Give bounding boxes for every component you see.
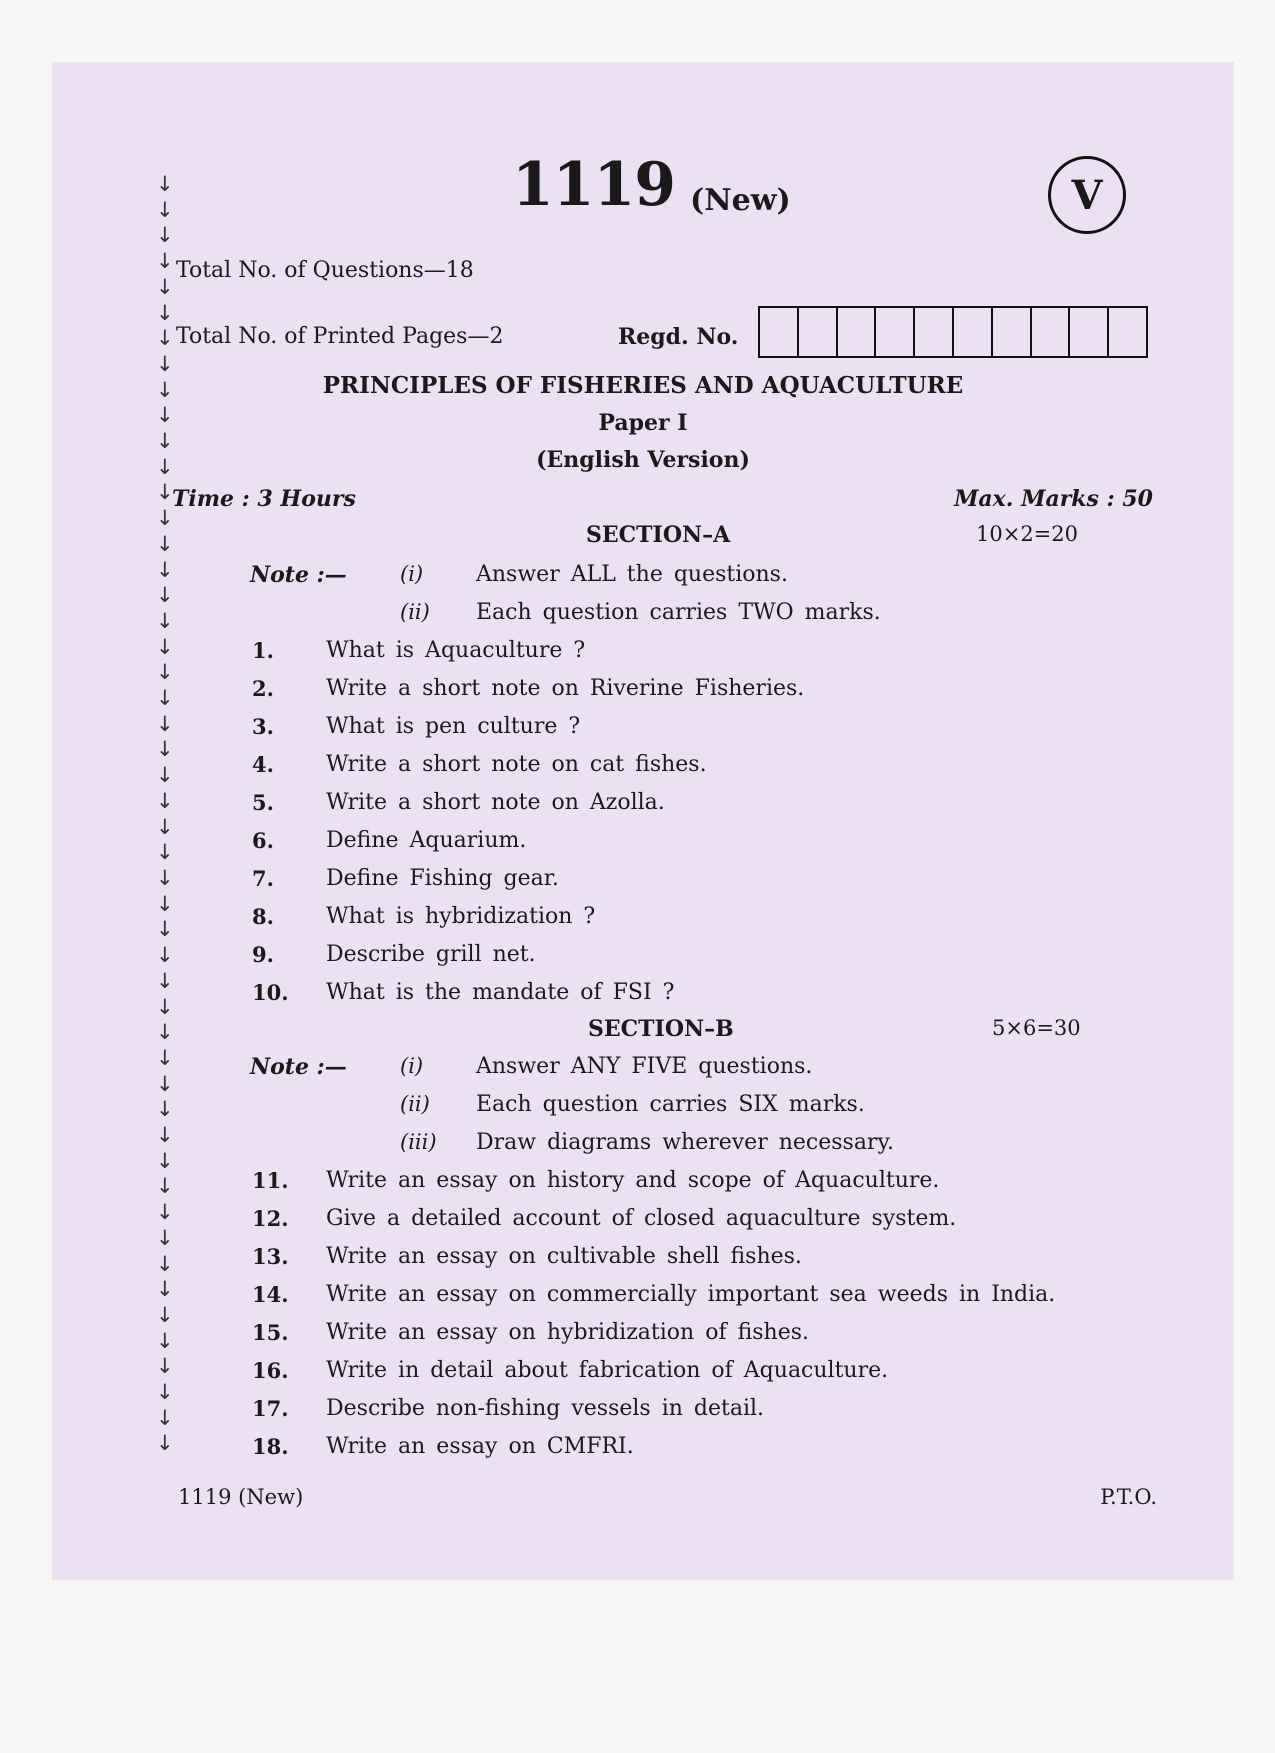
question-text: Write an essay on cultivable shell fishes. (326, 1244, 802, 1269)
question-number: 14. (252, 1282, 289, 1307)
regd-label: Regd. No. (618, 324, 739, 350)
question-text: Write an essay on CMFRI. (326, 1434, 634, 1459)
margin-arrow: ↓ (156, 429, 174, 454)
question-number: 11. (252, 1168, 289, 1193)
margin-arrow: ↓ (156, 1071, 174, 1096)
question-number: 17. (252, 1396, 289, 1421)
margin-arrow: ↓ (156, 377, 174, 402)
question-number: 7. (252, 866, 274, 891)
margin-arrow: ↓ (156, 865, 174, 890)
section-a-note-index: (i) (400, 562, 424, 586)
margin-arrow: ↓ (156, 1251, 174, 1276)
section-a-note-text: Answer ALL the questions. (476, 562, 788, 587)
question-text: Write a short note on Riverine Fisheries. (326, 676, 805, 701)
question-text: Write an essay on hybridization of fishes. (326, 1320, 810, 1345)
margin-arrow: ↓ (156, 943, 174, 968)
margin-arrow: ↓ (156, 351, 174, 376)
margin-arrow: ↓ (156, 788, 174, 813)
section-b-note-text: Draw diagrams wherever necessary. (476, 1130, 894, 1155)
regd-digit-box (915, 308, 954, 356)
paper-version: (English Version) (536, 447, 750, 473)
question-text: Define Fishing gear. (326, 866, 559, 891)
section-b-note-label: Note :— (250, 1054, 347, 1080)
margin-arrow: ↓ (156, 531, 174, 556)
margin-arrow: ↓ (156, 891, 174, 916)
regd-digit-box (799, 308, 838, 356)
margin-arrow: ↓ (156, 1277, 174, 1302)
section-b-note-index: (ii) (400, 1092, 430, 1116)
question-number: 4. (252, 752, 274, 777)
margin-arrow: ↓ (156, 686, 174, 711)
paper-code-tag: (New) (690, 183, 791, 218)
question-text: Write a short note on Azolla. (326, 790, 665, 815)
margin-arrow: ↓ (156, 1097, 174, 1122)
margin-arrow: ↓ (156, 300, 174, 325)
margin-arrow: ↓ (156, 274, 174, 299)
question-text: What is the mandate of FSI ? (326, 980, 675, 1005)
regd-digit-box (876, 308, 915, 356)
question-number: 2. (252, 676, 274, 701)
regd-digit-box (838, 308, 877, 356)
question-number: 5. (252, 790, 274, 815)
question-text: What is Aquaculture ? (326, 638, 586, 663)
section-a-note-text: Each question carries TWO marks. (476, 600, 881, 625)
question-number: 16. (252, 1358, 289, 1383)
question-number: 18. (252, 1434, 289, 1459)
question-text: Write an essay on history and scope of Aquaculture. (326, 1168, 940, 1193)
question-number: 10. (252, 980, 289, 1005)
time-allowed: Time : 3 Hours (172, 486, 356, 512)
version-badge: V (1048, 156, 1126, 234)
question-number: 3. (252, 714, 274, 739)
margin-arrow: ↓ (156, 1225, 174, 1250)
question-text: What is hybridization ? (326, 904, 596, 929)
margin-arrow: ↓ (156, 634, 174, 659)
margin-arrow: ↓ (156, 917, 174, 942)
margin-arrow: ↓ (156, 1354, 174, 1379)
section-b-marks: 5×6=30 (992, 1016, 1081, 1040)
margin-arrow: ↓ (156, 197, 174, 222)
margin-arrow: ↓ (156, 814, 174, 839)
margin-arrow: ↓ (156, 840, 174, 865)
margin-arrow: ↓ (156, 711, 174, 736)
question-text: Give a detailed account of closed aquaculture system. (326, 1206, 957, 1231)
margin-arrow: ↓ (156, 1405, 174, 1430)
total-pages: Total No. of Printed Pages—2 (176, 324, 504, 349)
regd-digit-box (1032, 308, 1071, 356)
question-number: 1. (252, 638, 274, 663)
margin-arrow: ↓ (156, 660, 174, 685)
regd-digit-box (760, 308, 799, 356)
section-b-note-index: (iii) (400, 1130, 437, 1154)
margin-arrow: ↓ (156, 1302, 174, 1327)
section-a-marks: 10×2=20 (976, 522, 1078, 546)
margin-arrow: ↓ (156, 223, 174, 248)
margin-arrow: ↓ (156, 326, 174, 351)
section-b-note-index: (i) (400, 1054, 424, 1078)
regd-digit-box (954, 308, 993, 356)
regd-number-boxes (758, 306, 1148, 358)
total-questions: Total No. of Questions—18 (176, 258, 474, 283)
max-marks: Max. Marks : 50 (954, 486, 1153, 512)
question-number: 12. (252, 1206, 289, 1231)
section-b-note-text: Each question carries SIX marks. (476, 1092, 865, 1117)
question-text: Write a short note on cat fishes. (326, 752, 707, 777)
regd-digit-box (1109, 308, 1146, 356)
margin-arrow: ↓ (156, 249, 174, 274)
margin-arrow: ↓ (156, 557, 174, 582)
margin-arrow: ↓ (156, 1328, 174, 1353)
section-a-title: SECTION–A (586, 522, 731, 548)
margin-arrow: ↓ (156, 737, 174, 762)
margin-arrow: ↓ (156, 1174, 174, 1199)
regd-digit-box (1070, 308, 1109, 356)
paper-code: 1119 (512, 150, 675, 220)
question-number: 8. (252, 904, 274, 929)
margin-arrow: ↓ (156, 480, 174, 505)
margin-arrow: ↓ (156, 403, 174, 428)
question-paper-sheet (52, 62, 1234, 1580)
question-text: Define Aquarium. (326, 828, 527, 853)
question-number: 13. (252, 1244, 289, 1269)
question-number: 9. (252, 942, 274, 967)
question-text: Describe grill net. (326, 942, 536, 967)
margin-arrow: ↓ (156, 1380, 174, 1405)
margin-arrow: ↓ (156, 583, 174, 608)
margin-arrow: ↓ (156, 1200, 174, 1225)
question-text: Write in detail about fabrication of Aquaculture. (326, 1358, 889, 1383)
section-b-note-text: Answer ANY FIVE questions. (476, 1054, 813, 1079)
margin-arrow: ↓ (156, 1148, 174, 1173)
margin-arrow: ↓ (156, 1431, 174, 1456)
margin-arrows (156, 172, 176, 1457)
section-a-note-index: (ii) (400, 600, 430, 624)
margin-arrow: ↓ (156, 968, 174, 993)
margin-arrow: ↓ (156, 608, 174, 633)
section-a-note-label: Note :— (250, 562, 347, 588)
margin-arrow: ↓ (156, 172, 174, 196)
question-text: Describe non-fishing vessels in detail. (326, 1396, 765, 1421)
question-text: What is pen culture ? (326, 714, 581, 739)
question-number: 15. (252, 1320, 289, 1345)
margin-arrow: ↓ (156, 454, 174, 479)
margin-arrow: ↓ (156, 763, 174, 788)
question-text: Write an essay on commercially important sea weeds in India. (326, 1282, 1056, 1307)
margin-arrow: ↓ (156, 1045, 174, 1070)
footer-pto: P.T.O. (1100, 1485, 1157, 1509)
footer-paper-code: 1119 (New) (178, 1485, 304, 1509)
question-number: 6. (252, 828, 274, 853)
margin-arrow: ↓ (156, 994, 174, 1019)
margin-arrow: ↓ (156, 1020, 174, 1045)
margin-arrow: ↓ (156, 506, 174, 531)
section-b-title: SECTION–B (588, 1016, 734, 1042)
margin-arrow: ↓ (156, 1123, 174, 1148)
paper-number: Paper I (598, 410, 688, 436)
regd-digit-box (993, 308, 1032, 356)
paper-title: PRINCIPLES OF FISHERIES AND AQUACULTURE (322, 372, 964, 399)
